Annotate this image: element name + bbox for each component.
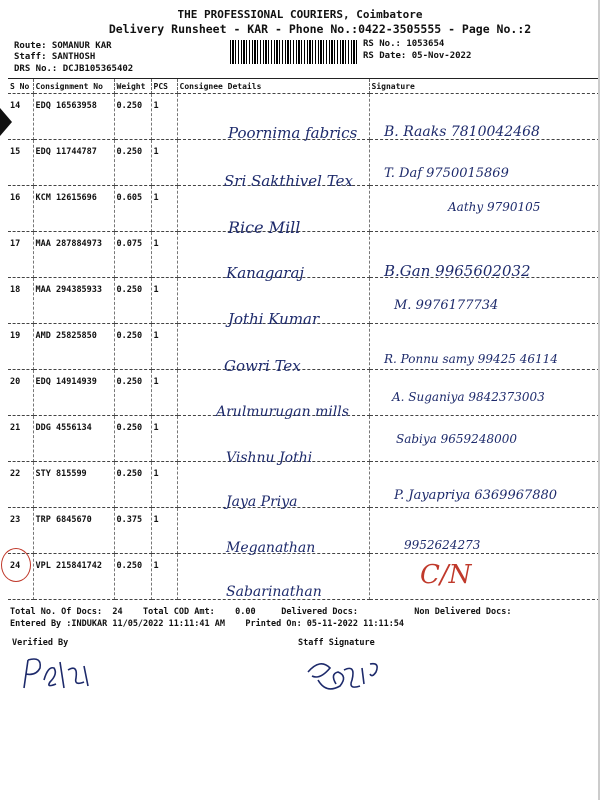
entered-by-line: Entered By :INDUKAR 11/05/2022 11:11:41 AM Printed On: 05-11-2022 11:11:54 [10, 619, 405, 629]
handwritten-signature: Aathy 9790105 [448, 200, 541, 214]
staff-info: Staff: SANTHOSH [14, 52, 96, 62]
cell-sno: 14 [8, 94, 33, 140]
cell-sno: 19 [8, 324, 33, 370]
cell-sno: 21 [8, 416, 33, 462]
cell-consignment: TRP 6845670 [33, 508, 114, 554]
cell-weight: 0.250 [114, 278, 151, 324]
handwritten-signature: 9952624273 [404, 538, 481, 552]
handwritten-signature: R. Ponnu samy 99425 46114 [384, 352, 558, 366]
handwritten-consignee: Arulmurugan mills [216, 404, 349, 420]
cell-weight: 0.250 [114, 370, 151, 416]
cell-consignment: EDQ 16563958 [33, 94, 114, 140]
handwritten-signature: B.Gan 9965602032 [384, 262, 531, 280]
cell-sno: 22 [8, 462, 33, 508]
rs-date: RS Date: 05-Nov-2022 [363, 51, 472, 61]
handwritten-signature: A. Suganiya 9842373003 [392, 390, 545, 404]
cell-pcs: 1 [151, 324, 177, 370]
handwritten-signature: Sabiya 9659248000 [396, 432, 517, 446]
cell-pcs: 1 [151, 370, 177, 416]
cn-mark: C/N [420, 560, 472, 590]
col-pcs: PCS [151, 79, 177, 94]
cell-pcs: 1 [151, 508, 177, 554]
cell-signature [369, 554, 600, 600]
handwritten-signature: M. 9976177734 [394, 298, 499, 313]
handwritten-consignee: Jaya Priya [226, 494, 298, 510]
cell-pcs: 1 [151, 278, 177, 324]
handwritten-consignee: Sabarinathan [226, 584, 322, 600]
cell-weight: 0.075 [114, 232, 151, 278]
cell-consignment: DDG 4556134 [33, 416, 114, 462]
company-title: THE PROFESSIONAL COURIERS, Coimbatore [177, 8, 423, 21]
handwritten-consignee: Sri Sakthivel Tex [224, 172, 353, 190]
table-header-row [8, 79, 600, 94]
cell-consignment: STY 815599 [33, 462, 114, 508]
handwritten-consignee: Rice Mill [228, 218, 301, 237]
arrow-mark-icon [0, 108, 12, 136]
rs-number: RS No.: 1053654 [363, 39, 445, 49]
cell-pcs: 1 [151, 94, 177, 140]
cell-weight: 0.250 [114, 554, 151, 600]
handwritten-signature: P. Jayapriya 6369967880 [394, 488, 558, 503]
cell-weight: 0.250 [114, 94, 151, 140]
cell-sno: 15 [8, 140, 33, 186]
cell-pcs: 1 [151, 186, 177, 232]
totals-line: Total No. Of Docs: 24 Total COD Amt: 0.00 Delivered Docs: Non Delivered Docs: [10, 607, 512, 617]
cell-consignment: MAA 287884973 [33, 232, 114, 278]
verifier-signature-icon [18, 648, 98, 698]
route-info: Route: SOMANUR KAR [14, 41, 112, 51]
cell-pcs: 1 [151, 140, 177, 186]
cell-consignment: EDQ 11744787 [33, 140, 114, 186]
handwritten-consignee: Vishnu Jothi [226, 450, 313, 466]
cell-pcs: 1 [151, 232, 177, 278]
cell-sno: 24 [8, 554, 33, 600]
cell-weight: 0.250 [114, 324, 151, 370]
drs-number: DRS No.: DCJB105365402 [14, 64, 134, 74]
cell-consignment: KCM 12615696 [33, 186, 114, 232]
cell-weight: 0.250 [114, 416, 151, 462]
col-signature: Signature [369, 79, 600, 94]
col-consignment: Consignment No [33, 79, 114, 94]
cell-consignment: VPL 215841742 [33, 554, 114, 600]
col-consignee: Consignee Details [177, 79, 369, 94]
cell-weight: 0.375 [114, 508, 151, 554]
handwritten-signature: T. Daf 9750015869 [384, 166, 509, 181]
cell-sno: 17 [8, 232, 33, 278]
staff-signature-icon [300, 650, 390, 700]
cell-pcs: 1 [151, 554, 177, 600]
cell-consignment: EDQ 14914939 [33, 370, 114, 416]
cell-consignment: AMD 25825850 [33, 324, 114, 370]
handwritten-consignee: Meganathan [226, 540, 316, 556]
col-weight: Weight [114, 79, 151, 94]
cell-pcs: 1 [151, 416, 177, 462]
handwritten-consignee: Poornima fabrics [228, 124, 358, 142]
handwritten-consignee: Gowri Tex [224, 357, 301, 375]
barcode [230, 40, 358, 64]
handwritten-consignee: Jothi Kumar [228, 310, 320, 328]
cell-weight: 0.250 [114, 140, 151, 186]
cell-sno: 18 [8, 278, 33, 324]
cell-pcs: 1 [151, 462, 177, 508]
cell-weight: 0.605 [114, 186, 151, 232]
cell-sno: 23 [8, 508, 33, 554]
handwritten-signature: B. Raaks 7810042468 [384, 124, 540, 140]
runsheet-table [8, 78, 600, 600]
handwritten-consignee: Kanagaraj [226, 264, 305, 282]
runsheet-subtitle: Delivery Runsheet - KAR - Phone No.:0422-3505555 - Page No.:2 [108, 22, 532, 36]
col-sno: S No [8, 79, 33, 94]
cell-sno: 16 [8, 186, 33, 232]
verified-by-label: Verified By [12, 638, 69, 648]
cell-consignment: MAA 294385933 [33, 278, 114, 324]
staff-signature-label: Staff Signature [298, 638, 375, 648]
cell-sno: 20 [8, 370, 33, 416]
circle-mark-icon [1, 548, 31, 582]
cell-weight: 0.250 [114, 462, 151, 508]
